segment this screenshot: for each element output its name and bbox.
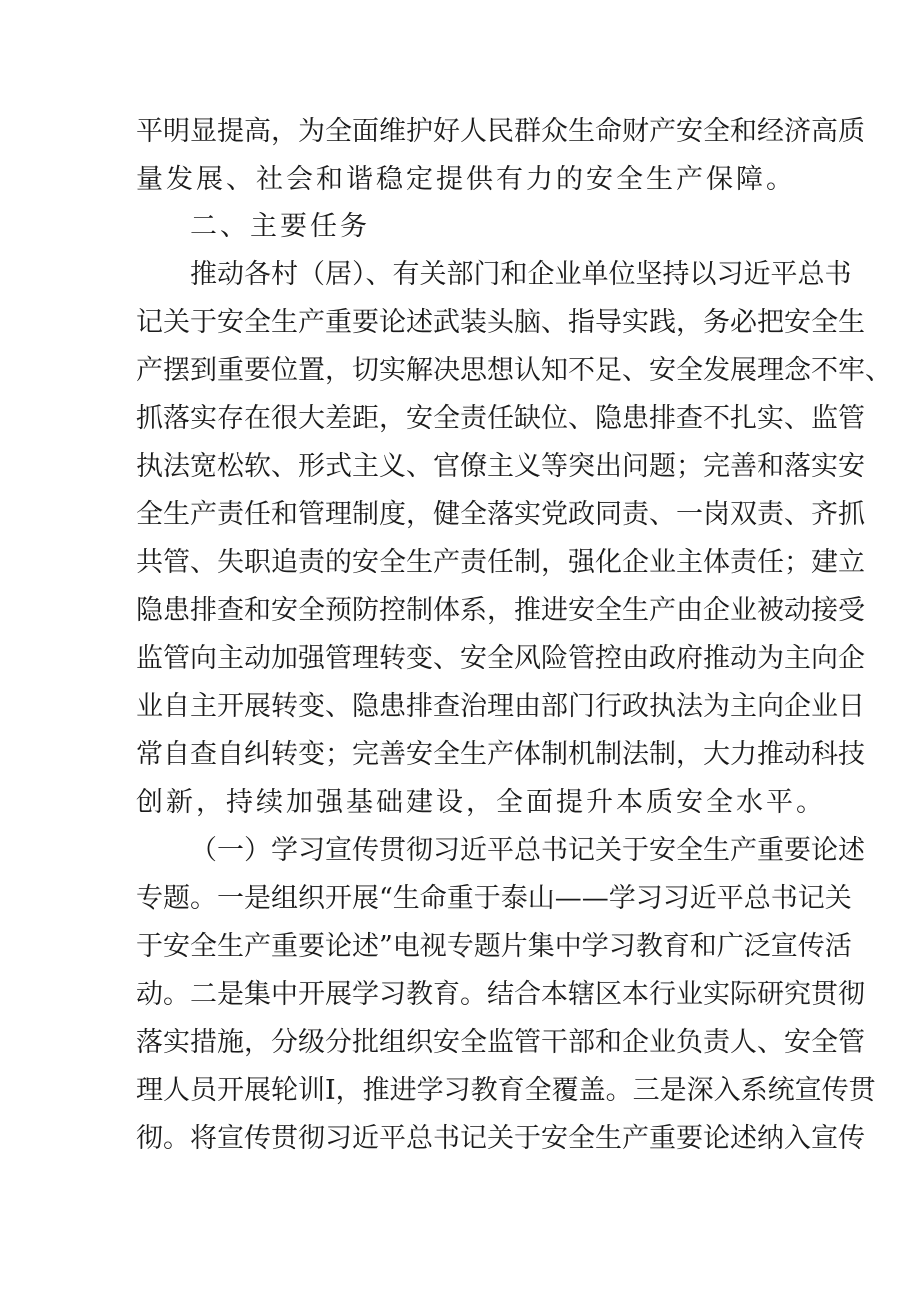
text-line: 记关于安全生产重要论述武装头脑、指导实践，务必把安全生 [136, 307, 865, 338]
text-line: 动。二是集中开展学习教育。结合本辖区本行业实际研究贯彻 [136, 979, 865, 1010]
text-line: 平明显提高，为全面维护好人民群众生命财产安全和经济高质 [136, 116, 865, 147]
text-line: 专题。一是组织开展“生命重于泰山——学习习近平总书记关 [136, 883, 852, 914]
text-line: 全生产责任和管理制度，健全落实党政同责、一岗双责、齐抓 [136, 499, 865, 530]
text-line: 落实措施，分级分批组织安全监管干部和企业负责人、安全管 [136, 1027, 865, 1058]
text-line: 业自主开展转变、隐患排查治理由部门行政执法为主向企业日 [136, 691, 865, 722]
text-line: 于安全生产重要论述”电视专题片集中学习教育和广泛宣传活 [136, 931, 852, 962]
text-line: 理人员开展轮训I，推进学习教育全覆盖。三是深入系统宣传贯 [136, 1075, 876, 1106]
text-line: 监管向主动加强管理转变、安全风险管控由政府推动为主向企 [136, 643, 865, 674]
text-line: 常自查自纠转变；完善安全生产体制机制法制，大力推动科技 [136, 739, 865, 770]
text-line: 产摆到重要位置，切实解决思想认知不足、安全发展理念不牢、 [136, 355, 892, 386]
text-line: 创新，持续加强基础建设，全面提升本质安全水平。 [136, 787, 826, 818]
text-line: 共管、失职追责的安全生产责任制，强化企业主体责任；建立 [136, 547, 865, 578]
text-line: 隐患排查和安全预防控制体系，推进安全生产由企业被动接受 [136, 595, 865, 626]
subsection-heading: （一）学习宣传贯彻习近平总书记关于安全生产重要论述 [190, 835, 865, 866]
text-line: 量发展、社会和谐稳定提供有力的安全生产保障。 [136, 164, 796, 195]
paragraph-start: 推动各村（居）、有关部门和企业单位坚持以习近平总书 [190, 259, 852, 290]
section-heading: 二、主要任务 [190, 211, 370, 242]
text-line: 执法宽松软、形式主义、官僚主义等突出问题；完善和落实安 [136, 451, 865, 482]
text-line: 抓落实存在很大差距，安全责任缺位、隐患排查不扎实、监管 [136, 403, 865, 434]
text-line: 彻。将宣传贯彻习近平总书记关于安全生产重要论述纳入宣传 [136, 1123, 865, 1154]
